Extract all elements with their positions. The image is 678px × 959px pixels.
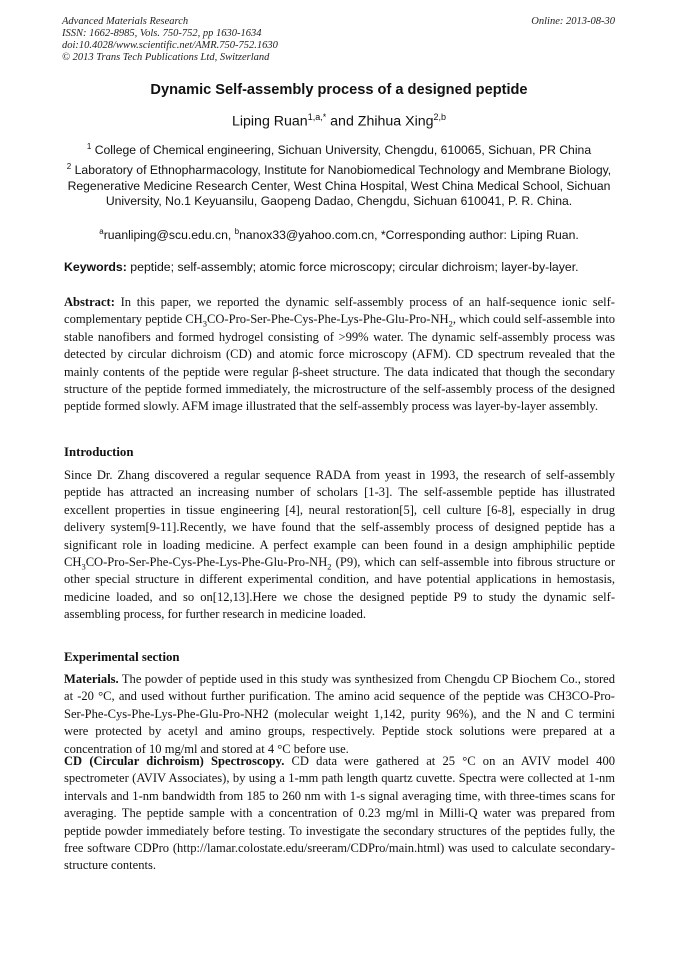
author-2: Zhihua Xing <box>357 113 434 130</box>
materials-label: Materials. <box>64 672 119 686</box>
abstract-text-1: In this paper, we reported the dynamic self-assembly process of an half-sequence ionic self-complementary peptide CH <box>64 295 615 327</box>
author-1: Liping Ruan <box>231 113 308 130</box>
affiliation-2-number: 2 <box>66 162 72 171</box>
online-date: Online: 2013-08-30 <box>531 16 615 27</box>
email-line <box>62 224 616 244</box>
keywords <box>64 260 579 274</box>
affiliation-1-text: College of Chemical engineering, Sichuan University, Chengdu, 610065, Sichuan, PR China <box>91 143 592 158</box>
affiliation-2-text: Laboratory of Ethnopharmacology, Institute for Nanobiomedical Technology and Membrane Biology, Regenerative Medicine Research Center, West China Hospital, West China Medical School, Sichuan University, No.1 Keyuansilu, Gaopeng Dadao, Chengdu, Sichuan 610041, P. R. China. <box>67 163 612 209</box>
cd-text: CD data were gathered at 25 °C on an AVIV model 400 spectrometer (AVIV Associates), by using a 1-mm path length quartz cuvette. Spectra were collected at 1-nm intervals and 1-nm bandwidth from 185 to 260 nm with 1-s signal averaging time, with three-times scans for averaging. The peptide sample with a concentration of 0.23 mg/ml in Milli-Q water was prepared from peptide powder immediately before testing. To investigate the secondary structures of the peptides fully, the free software CDPro (http://lamar.colostate.edu/sreeram/CDPro/main.html) was used to calculate secondary-structure contents. <box>64 754 615 873</box>
issn-line: ISSN: 1662-8985, Vols. 750-752, pp 1630-1634 <box>62 28 262 39</box>
affiliation-1 <box>62 139 616 159</box>
email-b: nanox33@yahoo.com.cn, *Corresponding author: Liping Ruan. <box>239 228 579 243</box>
author-2-sup: 2,b <box>433 112 447 122</box>
cd-paragraph <box>64 753 615 875</box>
abstract-sub-2: 2 <box>448 318 453 329</box>
keywords-label: Keywords: <box>64 260 127 274</box>
materials-text: The powder of peptide used in this study was synthesized from Chengdu CP Biochem Co., stored at -20 °C, and used without further purification. The amino acid sequence of the peptide was CH3CO-Pro-Ser-Phe-Cys-Phe-Lys-Phe-Glu-Pro-NH2 (molecular weight 1,142, purity 96%), and the N and C termini were protected by acetyl and amino groups, respectively. Peptide stock solutions were prepared at a concentration of 10 mg/ml and stored at 4 °C before use. <box>64 672 615 756</box>
abstract-text-3: , which could self-assemble into stable nanofibers and formed hydrogel consisting of >99% water. The dynamic self-assembly process was detected by circular dichroism (CD) and atomic force microscopy (AFM). CD spectrum revealed that the mainly contents of the peptide were regular β-sheet structure. The data indicated that though the secondary structure of the peptide formed immediately, the microstructure of the self-assembly process of the designed peptide formed slowly. AFM image illustrated that the self-assembly process was layer-by-layer assembly. <box>64 312 615 414</box>
experimental-heading: Experimental section <box>64 650 180 664</box>
email-a-sup: a <box>99 227 104 236</box>
intro-sub-1: 3 <box>81 561 86 572</box>
intro-text-2: CO-Pro-Ser-Phe-Cys-Phe-Lys-Phe-Glu-Pro-NH <box>85 555 328 570</box>
journal-name: Advanced Materials Research <box>62 16 189 27</box>
email-b-sup: b <box>234 227 240 236</box>
intro-text-3: (P9), which can self-assemble into fibrous structure or other special structure in different experimental condition, and have potential applications in hemostasis, medicine loaded, and so on[12,13].Here we chose the designed peptide P9 to study the dynamic self-assembling process, for further research in medicine loaded. <box>64 555 615 622</box>
doi-line: doi:10.4028/www.scientific.net/AMR.750-752.1630 <box>62 40 278 51</box>
email-a: ruanliping@scu.edu.cn, <box>103 228 235 243</box>
copyright-line: © 2013 Trans Tech Publications Ltd, Switzerland <box>62 52 270 63</box>
introduction-paragraph <box>64 467 615 624</box>
journal-header <box>62 16 278 64</box>
affiliation-2 <box>62 159 616 210</box>
abstract-paragraph <box>64 294 615 416</box>
author-and: and <box>326 113 358 130</box>
author-1-sup: 1,a,* <box>307 112 327 122</box>
cd-label: CD (Circular dichroism) Spectroscopy. <box>64 754 285 768</box>
materials-paragraph <box>64 671 615 758</box>
intro-sub-2: 2 <box>327 561 332 572</box>
abstract-text-2: CO-Pro-Ser-Phe-Cys-Phe-Lys-Phe-Glu-Pro-NH <box>206 312 449 327</box>
keywords-text: peptide; self-assembly; atomic force microscopy; circular dichroism; layer-by-layer. <box>126 260 579 274</box>
abstract-label: Abstract: <box>64 295 115 309</box>
paper-title: Dynamic Self-assembly process of a designed peptide <box>150 82 528 98</box>
author-line <box>0 112 678 130</box>
introduction-heading: Introduction <box>64 445 134 459</box>
affiliation-1-number: 1 <box>86 142 92 151</box>
abstract-sub-1: 3 <box>202 318 207 329</box>
intro-text-1: Since Dr. Zhang discovered a regular sequence RADA from yeast in 1993, the research of self-assembly peptide has attracted an increasing number of scholars [1-3]. The self-assemble peptide has illustrated excellent properties in tissue engineering [4], neural restoration[5], cell culture [6-8], especially in drug delivery system[9-11].Recently, we have found that the self-assembly process of designed peptide has a significant role in loading medicine. A perfect example can been found in a design amphiphilic peptide CH <box>64 468 615 570</box>
